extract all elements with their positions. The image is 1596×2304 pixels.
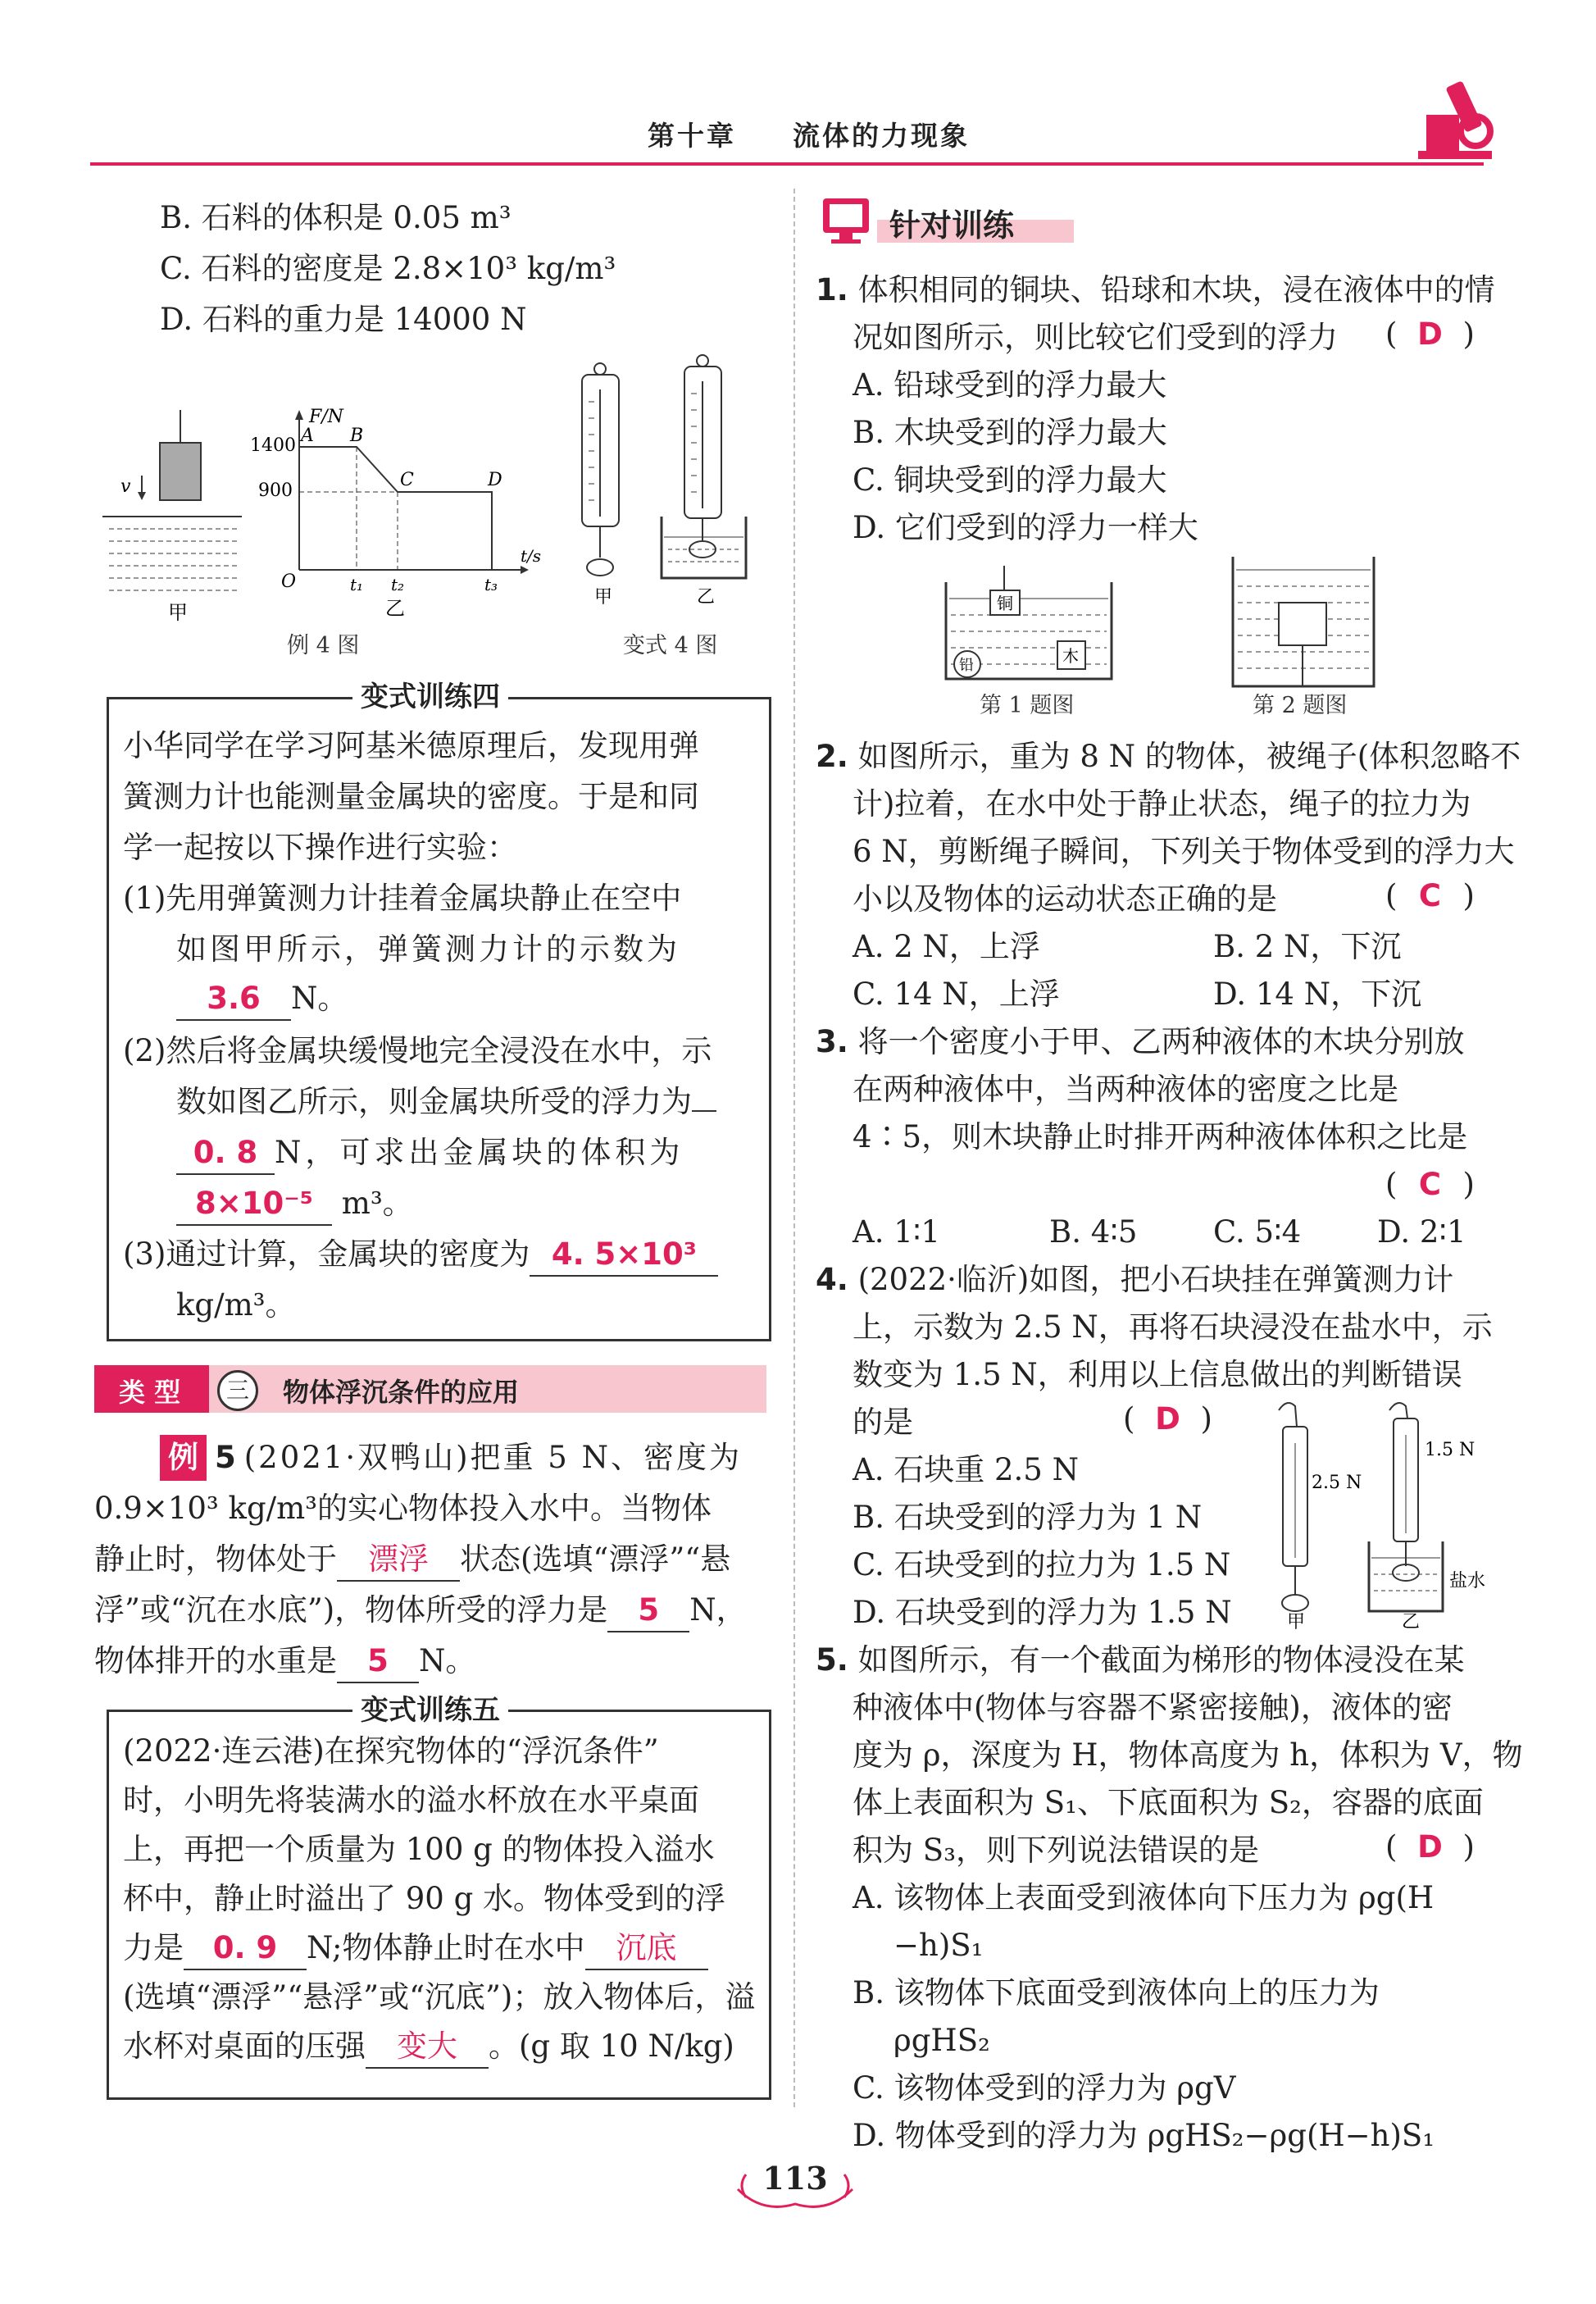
svg-text:t/s: t/s xyxy=(521,546,542,566)
option-c: C. 石料的密度是 2.8×10³ kg/m³ xyxy=(160,251,616,286)
svg-text:t₂: t₂ xyxy=(391,575,405,594)
svg-text:O: O xyxy=(281,571,297,592)
svg-text:盐水: 盐水 xyxy=(1449,1571,1486,1591)
svg-text:C: C xyxy=(400,470,414,490)
page-number-badge xyxy=(721,2156,869,2214)
type3-label: 类 型 xyxy=(119,1377,181,1408)
q5-option-a-cont: −h)S₁ xyxy=(893,1928,984,1963)
svg-text:2.5 N: 2.5 N xyxy=(1312,1473,1362,1493)
q1-option-d: D. 它们受到的浮力一样大 xyxy=(853,510,1198,545)
section-header xyxy=(820,195,1082,246)
q1-option-a: A. 铅球受到的浮力最大 xyxy=(853,367,1167,403)
svg-text:t₃: t₃ xyxy=(484,575,498,594)
variant4-step3-text: (3)通过计算，金属块的密度为 xyxy=(123,1236,530,1272)
example5-text-3a: 静止时，物体处于 xyxy=(94,1541,337,1577)
answer-displaced-weight: 5 xyxy=(337,1641,419,1683)
svg-text:乙: 乙 xyxy=(1402,1612,1421,1632)
example5-line5 xyxy=(94,1638,475,1684)
example5-line3 xyxy=(94,1537,730,1582)
q2-option-b: B. 2 N，下沉 xyxy=(1213,929,1402,964)
q5-option-b: B. 该物体下底面受到液体向上的压力为 xyxy=(853,1975,1380,2010)
variant5-line2: 时，小明先将装满水的溢水杯放在水平桌面 xyxy=(123,1783,699,1818)
example-number: 5 xyxy=(215,1440,236,1475)
variant5-title: 变式训练五 xyxy=(352,1687,508,1728)
variant4-figure xyxy=(562,353,766,615)
example5-line4 xyxy=(94,1587,747,1633)
q4-line2: 上，示数为 2.5 N，再将石块浸没在盐水中，示 xyxy=(853,1309,1493,1345)
caption-q2: 第 2 题图 xyxy=(1253,693,1348,718)
q5-text-1: 如图所示，有一个截面为梯形的物体浸没在某 xyxy=(857,1642,1465,1678)
q4-answer: ( D ) xyxy=(1123,1396,1212,1442)
q4-line4: 的是 xyxy=(853,1405,913,1440)
answer-variant5-buoyancy: 0. 9 xyxy=(184,1928,307,1970)
section-title: 针对训练 xyxy=(889,207,1015,244)
q1-text-1: 体积相同的铜块、铅球和木块，浸在液体中的情 xyxy=(857,272,1495,307)
q2-answer: ( C ) xyxy=(1385,873,1475,919)
answer-density: 4. 5×10³ xyxy=(530,1234,718,1277)
q3-answer: ( C ) xyxy=(1385,1162,1475,1208)
q1-answer: ( D ) xyxy=(1385,312,1475,357)
variant4-step1-line1: (1)先用弹簧测力计挂着金属块静止在空中 xyxy=(123,881,682,916)
q1-option-c: C. 铜块受到的浮力最大 xyxy=(853,462,1167,498)
q4-line3: 数变为 1.5 N，利用以上信息做出的判断错误 xyxy=(853,1357,1462,1392)
q4-figure xyxy=(1246,1394,1500,1632)
answer-buoyant-force: 5 xyxy=(607,1590,689,1632)
q5-line2: 种液体中(物体与容器不紧密接触)，液体的密 xyxy=(853,1690,1453,1725)
option-b: B. 石料的体积是 0.05 m³ xyxy=(160,200,512,235)
svg-text:铜: 铜 xyxy=(997,594,1013,613)
type3-number: 三 xyxy=(217,1370,258,1411)
answer-buoyancy: 0. 8 xyxy=(176,1132,275,1175)
variant4-step3-line1 xyxy=(123,1232,718,1277)
example5-line1 xyxy=(94,1435,742,1481)
option-d: D. 石料的重力是 14000 N xyxy=(160,302,527,337)
example5-text-4b: N， xyxy=(689,1592,747,1628)
q4-option-c: C. 石块受到的拉力为 1.5 N xyxy=(853,1547,1231,1582)
page-number: 113 xyxy=(762,2160,828,2197)
page-header xyxy=(90,115,1500,166)
example-tag: 例 xyxy=(160,1435,207,1481)
q3-text-1: 将一个密度小于甲、乙两种液体的木块分别放 xyxy=(857,1024,1465,1059)
svg-text:900: 900 xyxy=(258,480,293,501)
variant4-title: 变式训练四 xyxy=(352,674,508,714)
q5-answer-value: D xyxy=(1417,1829,1443,1865)
q4-line1 xyxy=(816,1257,1453,1303)
q5-line4: 体上表面积为 S₁、下底面积为 S₂，容器的底面 xyxy=(853,1785,1484,1820)
svg-text:甲: 甲 xyxy=(1287,1612,1306,1632)
variant5-line5 xyxy=(123,1925,708,1971)
q5-line5: 积为 S₃，则下列说法错误的是 xyxy=(853,1833,1259,1868)
q3-option-b: B. 4∶5 xyxy=(1049,1214,1138,1250)
q2-option-d: D. 14 N，下沉 xyxy=(1213,977,1422,1012)
svg-text:A: A xyxy=(301,426,314,446)
q4-option-a: A. 石块重 2.5 N xyxy=(853,1452,1079,1487)
svg-text:1.5 N: 1.5 N xyxy=(1425,1440,1476,1460)
q5-option-d: D. 物体受到的浮力为 ρgHS₂−ρg(H−h)S₁ xyxy=(853,2118,1435,2153)
monitor-icon xyxy=(820,195,877,246)
type3-title: 物体浮沉条件的应用 xyxy=(283,1377,520,1408)
q2-line3: 6 N，剪断绳子瞬间，下列关于物体受到的浮力大 xyxy=(853,834,1515,869)
svg-text:铅: 铅 xyxy=(959,657,974,674)
q4-answer-value: D xyxy=(1155,1401,1180,1437)
variant5-line1: (2022·连云港)在探究物体的“浮沉条件” xyxy=(123,1733,659,1769)
microscope-icon xyxy=(1410,66,1500,164)
example4-figure xyxy=(94,394,553,623)
unit-newton: N。 xyxy=(291,981,348,1016)
variant5-line4: 杯中，静止时溢出了 90 g 水。物体受到的浮 xyxy=(123,1881,726,1916)
example5-text-5a: 物体排开的水重是 xyxy=(94,1643,337,1678)
svg-text:木: 木 xyxy=(1062,646,1079,666)
variant5-line7 xyxy=(123,2024,734,2070)
q3-number: 3. xyxy=(816,1024,848,1059)
q1-option-b: B. 木块受到的浮力最大 xyxy=(853,415,1167,450)
q2-figure xyxy=(1230,553,1377,689)
variant4-intro-1: 小华同学在学习阿基米德原理后，发现用弹 xyxy=(123,728,699,763)
variant4-step2-volume-text: N，可求出金属块的体积为 xyxy=(275,1135,684,1170)
q3-line1 xyxy=(816,1019,1465,1065)
svg-text:甲: 甲 xyxy=(594,587,613,608)
answer-pressure-change: 变大 xyxy=(366,2026,489,2069)
variant5-text-5a: 力是 xyxy=(123,1930,184,1965)
variant5-line6: (选填“漂浮”“悬浮”或“沉底”)；放入物体后，溢 xyxy=(123,1979,756,2015)
variant4-intro-2: 簧测力计也能测量金属块的密度。于是和同 xyxy=(123,779,699,814)
q4-number: 4. xyxy=(816,1262,848,1297)
q2-option-c: C. 14 N，上浮 xyxy=(853,977,1060,1012)
answer-spring-reading: 3.6 xyxy=(176,978,291,1021)
example5-line2: 0.9×10³ kg/m³的实心物体投入水中。当物体 xyxy=(94,1491,712,1526)
q2-option-a: A. 2 N，上浮 xyxy=(853,929,1040,964)
q5-number: 5. xyxy=(816,1642,848,1678)
q5-option-c: C. 该物体受到的浮力为 ρgV xyxy=(853,2070,1236,2106)
q1-figure xyxy=(943,566,1115,681)
variant4-step2-line4 xyxy=(176,1181,413,1227)
q2-line4: 小以及物体的运动状态正确的是 xyxy=(853,881,1277,917)
q5-line1 xyxy=(816,1637,1465,1683)
svg-text:F/N: F/N xyxy=(309,407,343,427)
caption-example4: 例 4 图 xyxy=(287,633,360,658)
q2-line1 xyxy=(816,734,1521,780)
example5-text-4a: 浮”或“沉在水底”)，物体所受的浮力是 xyxy=(94,1592,608,1628)
variant5-text-7a: 水杯对桌面的压强 xyxy=(123,2029,366,2064)
example5-text-5b: N。 xyxy=(419,1643,476,1678)
example5-text-1: (2021·双鸭山)把重 5 N、密度为 xyxy=(243,1440,742,1475)
svg-text:1400: 1400 xyxy=(250,435,296,456)
q3-line2: 在两种液体中，当两种液体的密度之比是 xyxy=(853,1072,1398,1107)
q5-option-b-cont: ρgHS₂ xyxy=(893,2023,990,2058)
q3-option-d: D. 2∶1 xyxy=(1377,1214,1466,1250)
variant4-step1-answer-line xyxy=(176,976,348,1022)
variant4-step3-unit: kg/m³。 xyxy=(176,1287,296,1323)
q5-option-a: A. 该物体上表面受到液体向下压力为 ρg(H xyxy=(853,1880,1435,1915)
example5-text-3b: 状态(选填“漂浮”“悬 xyxy=(460,1541,731,1577)
q5-answer: ( D ) xyxy=(1385,1824,1475,1870)
q4-option-d: D. 石块受到的浮力为 1.5 N xyxy=(853,1595,1232,1630)
answer-sink-state: 沉底 xyxy=(585,1928,708,1970)
variant4-intro-3: 学一起按以下操作进行实验： xyxy=(123,830,517,865)
q4-option-b: B. 石块受到的浮力为 1 N xyxy=(853,1500,1203,1535)
variant4-step2-line3 xyxy=(176,1130,684,1176)
svg-text:甲: 甲 xyxy=(168,601,188,623)
answer-volume: 8×10⁻⁵ xyxy=(176,1183,332,1226)
q2-line2: 计)拉着，在水中处于静止状态，绳子的拉力为 xyxy=(853,786,1471,822)
svg-text:t₁: t₁ xyxy=(350,575,364,594)
q5-line3: 度为 ρ，深度为 H，物体高度为 h，体积为 V，物 xyxy=(853,1737,1523,1773)
q1-number: 1. xyxy=(816,272,848,307)
svg-text:B: B xyxy=(350,426,364,446)
q3-option-c: C. 5∶4 xyxy=(1213,1214,1302,1250)
caption-q1: 第 1 题图 xyxy=(980,693,1075,718)
svg-text:D: D xyxy=(488,470,502,490)
svg-text:乙: 乙 xyxy=(385,597,405,620)
variant5-text-5b: N;物体静止时在水中 xyxy=(307,1930,585,1965)
q3-option-a: A. 1∶1 xyxy=(853,1214,940,1250)
q4-text-1: (2022·临沂)如图，把小石块挂在弹簧测力计 xyxy=(857,1262,1454,1297)
variant5-text-7b: 。(g 取 10 N/kg) xyxy=(489,2029,734,2064)
chapter-number: 第十章 xyxy=(648,120,736,152)
variant4-step1-line2: 如图甲所示，弹簧测力计的示数为 xyxy=(176,931,680,967)
q1-line1 xyxy=(816,267,1495,313)
variant4-step2-line2 xyxy=(176,1079,716,1125)
unit-cubic-meter: m³。 xyxy=(341,1186,413,1221)
variant5-line3: 上，再把一个质量为 100 g 的物体投入溢水 xyxy=(123,1832,715,1867)
q1-answer-value: D xyxy=(1417,316,1443,352)
q2-text-1: 如图所示，重为 8 N 的物体，被绳子(体积忽略不 xyxy=(857,739,1521,774)
q2-answer-value: C xyxy=(1418,878,1442,913)
svg-text:v: v xyxy=(120,476,131,497)
q3-line3: 4∶5，则木块静止时排开两种液体体积之比是 xyxy=(853,1119,1468,1154)
chapter-title: 流体的力现象 xyxy=(793,120,970,152)
caption-variant4: 变式 4 图 xyxy=(623,633,718,658)
q2-number: 2. xyxy=(816,739,848,774)
column-divider xyxy=(793,189,795,2107)
type3-banner xyxy=(94,1365,766,1413)
q3-answer-value: C xyxy=(1418,1167,1442,1202)
svg-text:乙: 乙 xyxy=(697,587,716,608)
variant4-step2-text: 数如图乙所示，则金属块所受的浮力为 xyxy=(176,1084,692,1119)
variant4-step2-line1: (2)然后将金属块缓慢地完全浸没在水中，示 xyxy=(123,1033,712,1068)
q1-line2: 况如图所示，则比较它们受到的浮力 xyxy=(853,320,1338,355)
answer-float-state: 漂浮 xyxy=(337,1539,460,1582)
